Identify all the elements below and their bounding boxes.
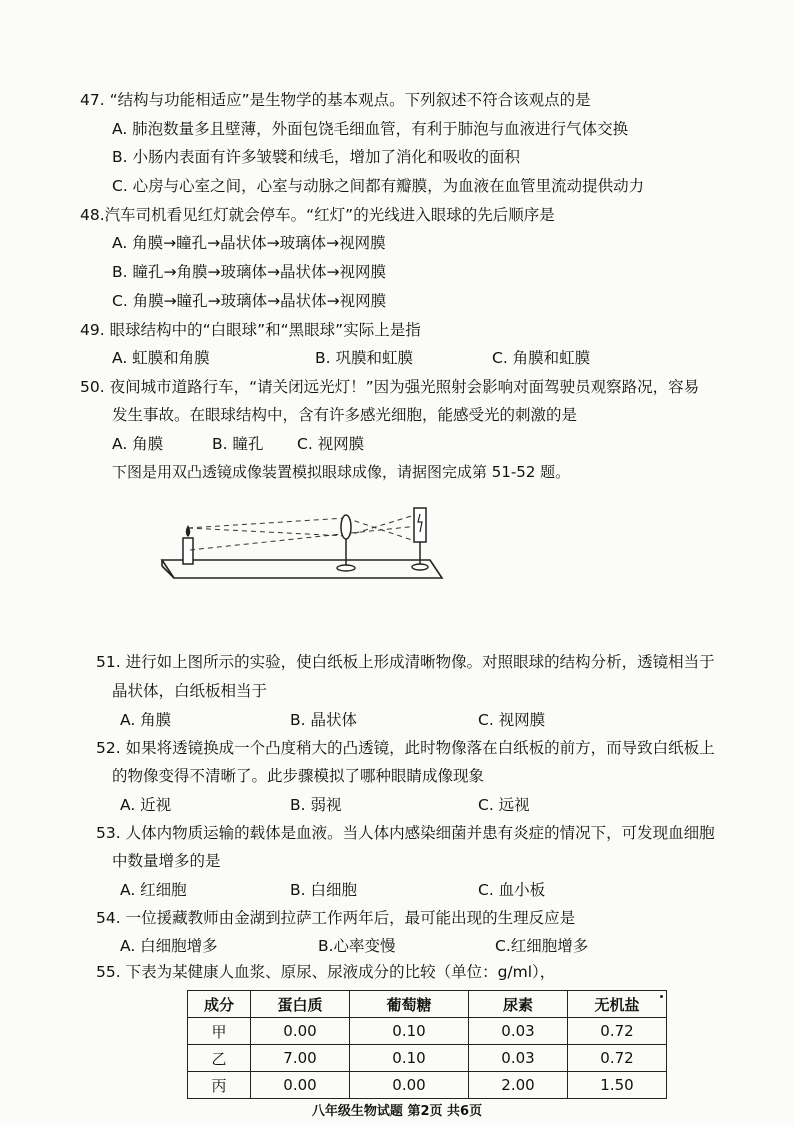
q52-option-c: C. 远视 [478, 796, 530, 814]
q52-stem-line1: 52. 如果将透镜换成一个凸度稍大的凸透镜，此时物像落在白纸板的前方，而导致白纸板上 [96, 739, 715, 757]
q47-option-a: A. 肺泡数量多且壁薄，外面包饶毛细血管，有利于肺泡与血液进行气体交换 [112, 120, 629, 138]
q48-option-a: A. 角膜→瞳孔→晶状体→玻璃体→视网膜 [112, 234, 386, 252]
q47-option-b: B. 小肠内表面有许多皱襞和绒毛，增加了消化和吸收的面积 [112, 148, 520, 166]
q50-stem-line2: 发生事故。在眼球结构中，含有许多感光细胞，能感受光的刺激的是 [112, 406, 578, 424]
table-cell: 7.00 [251, 1045, 350, 1072]
table-row [188, 1018, 667, 1045]
q51-option-b: B. 晶状体 [290, 711, 357, 729]
blood-urine-table [187, 990, 667, 1099]
q49-stem: 49. 眼球结构中的“白眼球”和“黑眼球”实际上是指 [80, 321, 421, 339]
table-cell: 1.50 [568, 1072, 667, 1099]
q51-stem-line2: 晶状体，白纸板相当于 [112, 682, 268, 700]
table-cell: 丙 [188, 1072, 251, 1099]
table-cell: 0.72 [568, 1018, 667, 1045]
q50-option-b: B. 瞳孔 [212, 435, 264, 453]
table-cell: 0.00 [350, 1072, 469, 1099]
table-cell: 2.00 [469, 1072, 568, 1099]
q48-option-b: B. 瞳孔→角膜→玻璃体→晶状体→视网膜 [112, 263, 386, 281]
q55-stem: 55. 下表为某健康人血浆、原尿、尿液成分的比较（单位：g/ml）， [96, 963, 556, 981]
page-footer: 八年级生物试题 第2页 共6页 [311, 1104, 483, 1119]
table-cell: 0.03 [469, 1045, 568, 1072]
q49-option-b: B. 巩膜和虹膜 [315, 349, 413, 367]
q54-option-c: C.红细胞增多 [495, 937, 589, 955]
q53-option-b: B. 白细胞 [290, 881, 357, 899]
q49-option-c: C. 角膜和虹膜 [492, 349, 591, 367]
table-cell: 0.10 [350, 1018, 469, 1045]
q50-option-c: C. 视网膜 [297, 435, 365, 453]
q50-stem-line1: 50. 夜间城市道路行车，“请关闭远光灯！”因为强光照射会影响对面驾驶员观察路况，容易 [80, 378, 700, 396]
flame-icon [186, 525, 191, 537]
q49-option-a: A. 虹膜和角膜 [112, 349, 210, 367]
q53-option-c: C. 血小板 [478, 881, 546, 899]
table-cell: 乙 [188, 1045, 251, 1072]
q50-option-a: A. 角膜 [112, 435, 164, 453]
table-header-row [188, 991, 667, 1018]
q54-option-a: A. 白细胞增多 [120, 937, 218, 955]
table-row [188, 1072, 667, 1099]
figure-instruction: 下图是用双凸透镜成像装置模拟眼球成像，请据图完成第 51-52 题。 [112, 463, 571, 481]
q53-option-a: A. 红细胞 [120, 881, 187, 899]
q47-option-c: C. 心房与心室之间，心室与动脉之间都有瓣膜，为血液在血管里流动提供动力 [112, 177, 645, 195]
q48-option-c: C. 角膜→瞳孔→玻璃体→晶状体→视网膜 [112, 292, 387, 310]
table-header-cell: 无机盐 [568, 991, 667, 1018]
table-header-cell: 尿素 [469, 991, 568, 1018]
white-screen-icon [414, 508, 426, 542]
q51-option-a: A. 角膜 [120, 711, 172, 729]
table-cell: 0.10 [350, 1045, 469, 1072]
table-header-cell: 葡萄糖 [350, 991, 469, 1018]
table-cell: 0.03 [469, 1018, 568, 1045]
table-cell: 甲 [188, 1018, 251, 1045]
q47-stem: 47. “结构与功能相适应”是生物学的基本观点。下列叙述不符合该观点的是 [80, 91, 591, 109]
table-cell: 0.00 [251, 1018, 350, 1045]
candle-icon [183, 538, 193, 564]
q53-stem-line1: 53. 人体内物质运输的载体是血液。当人体内感染细菌并患有炎症的情况下，可发现血细胞 [96, 824, 715, 842]
table-cell: 0.72 [568, 1045, 667, 1072]
table-header-cell: 蛋白质 [251, 991, 350, 1018]
apparatus-base-board [162, 560, 442, 578]
q54-stem: 54. 一位援藏教师由金湖到拉萨工作两年后，最可能出现的生理反应是 [96, 909, 576, 927]
q53-stem-line2: 中数量增多的是 [112, 852, 221, 870]
convex-lens-icon [341, 515, 351, 539]
q51-option-c: C. 视网膜 [478, 711, 546, 729]
q51-stem-line1: 51. 进行如上图所示的实验，使白纸板上形成清晰物像。对照眼球的结构分析，透镜相当于 [96, 653, 715, 671]
q54-option-b: B.心率变慢 [318, 937, 396, 955]
table-header-cell: 成分 [188, 991, 251, 1018]
q48-stem: 48.汽车司机看见红灯就会停车。“红灯”的光线进入眼球的先后顺序是 [80, 206, 555, 224]
q52-option-a: A. 近视 [120, 796, 172, 814]
q52-option-b: B. 弱视 [290, 796, 342, 814]
q52-stem-line2: 的物像变得不清晰了。此步骤模拟了哪种眼睛成像现象 [112, 767, 485, 785]
table-cell: 0.00 [251, 1072, 350, 1099]
table-row [188, 1045, 667, 1072]
lens-imaging-figure [150, 492, 450, 592]
